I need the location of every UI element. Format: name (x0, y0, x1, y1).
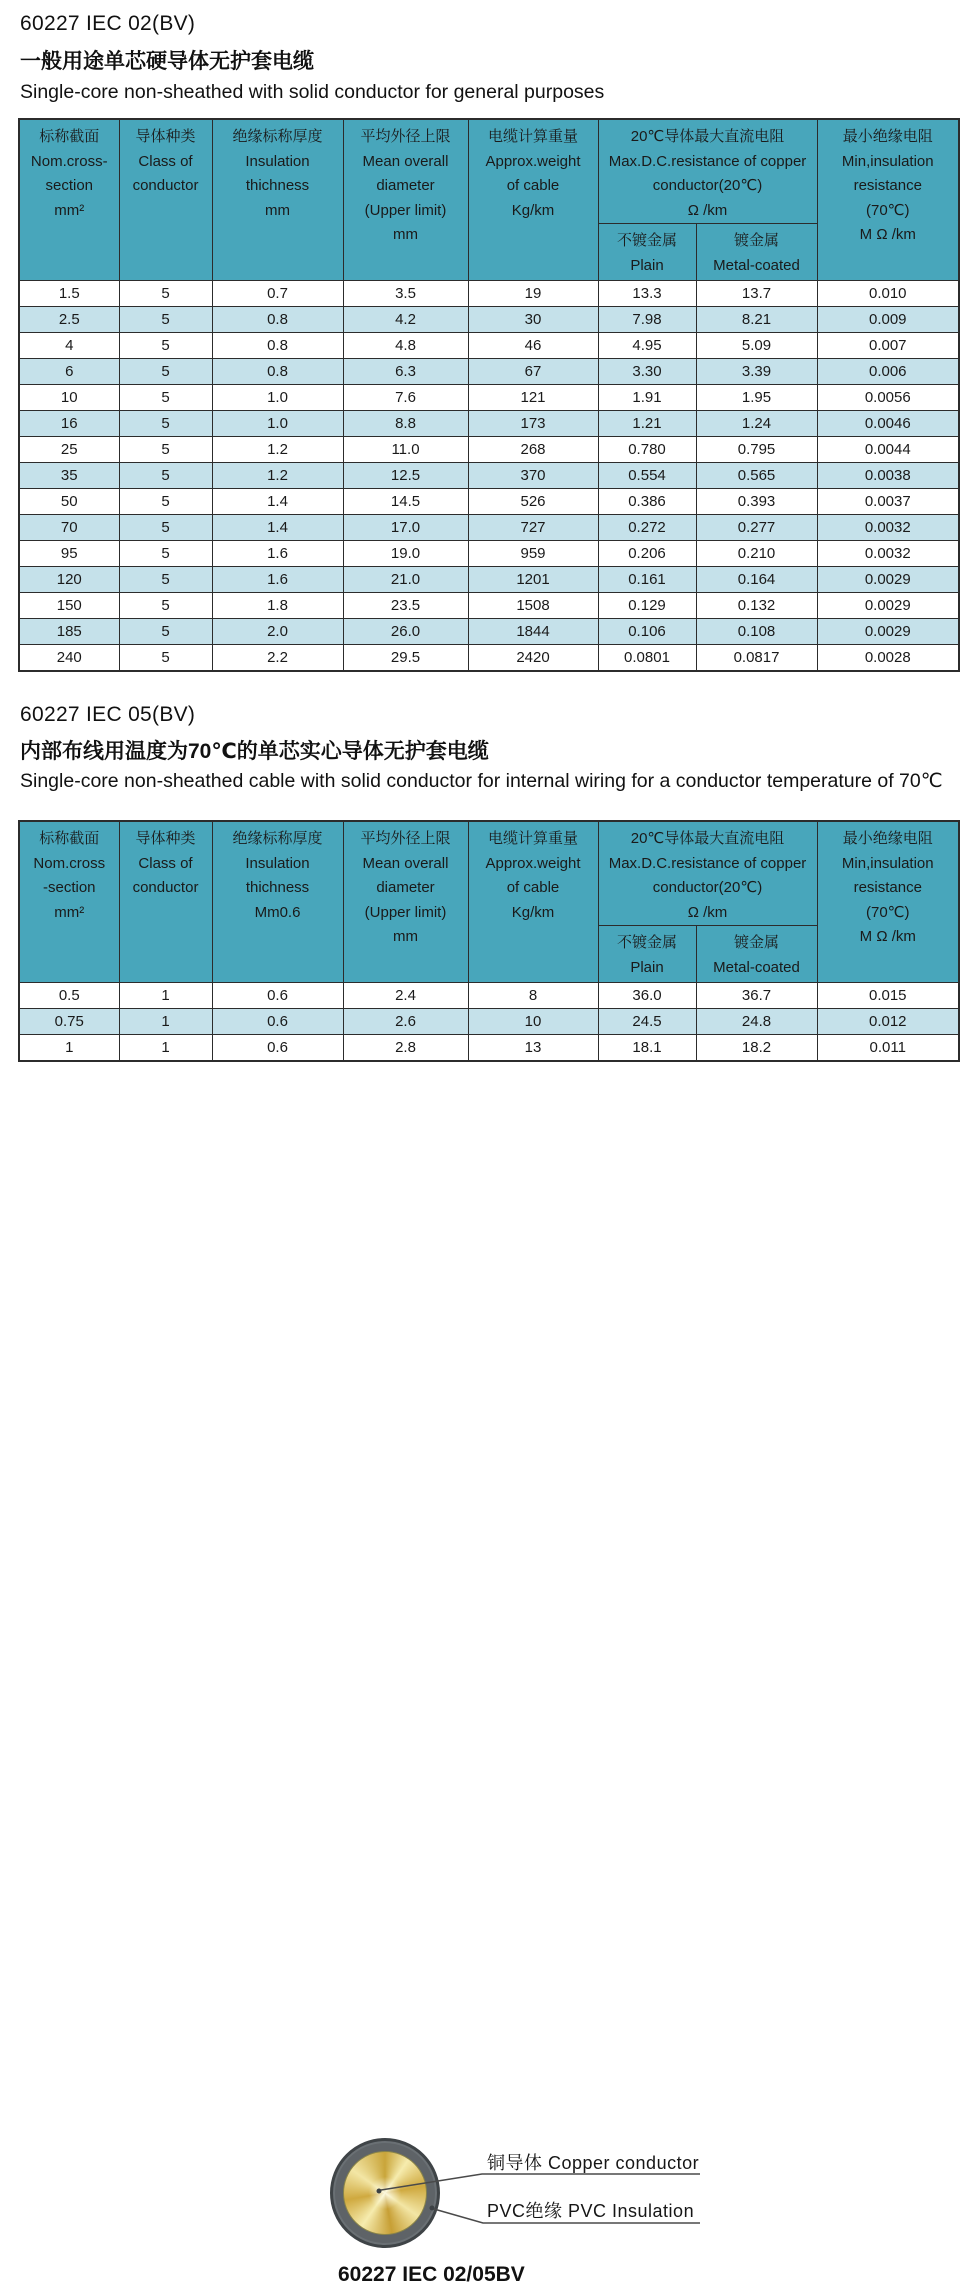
header-line: Mm0.6 (254, 903, 301, 921)
col-header-metal-coated (696, 224, 817, 281)
header-line: Class of (138, 152, 193, 170)
header-line: Nom.cross- (30, 152, 108, 170)
table-cell: 959 (468, 541, 598, 567)
header-line: Insulation (245, 152, 310, 170)
header-line: Ω /km (687, 903, 728, 921)
table-cell: 5 (119, 619, 212, 645)
table-cell: 5 (119, 541, 212, 567)
table-cell: 0.011 (817, 1035, 959, 1061)
col-header-approx-weight (468, 119, 598, 281)
table-cell: 1.95 (696, 385, 817, 411)
col-header-nominal-cross-section (19, 119, 119, 281)
table-row (19, 645, 959, 671)
table-cell: 13 (468, 1035, 598, 1061)
table-cell: 1.24 (696, 411, 817, 437)
table-cell: 0.0029 (817, 593, 959, 619)
table-cell: 0.780 (598, 437, 696, 463)
header-line: M Ω /km (859, 928, 916, 945)
table-row (19, 983, 959, 1009)
table-cell: 23.5 (343, 593, 468, 619)
table-cell: 1.4 (212, 515, 343, 541)
table-cell: 70 (19, 515, 119, 541)
header-line: (70℃) (866, 201, 910, 219)
table-cell: 5 (119, 463, 212, 489)
table-cell: 36.7 (696, 983, 817, 1009)
table-cell: 0.108 (696, 619, 817, 645)
table-cell: 0.0032 (817, 541, 959, 567)
table-row (19, 489, 959, 515)
table-cell: 1 (19, 1035, 119, 1061)
table-row (19, 1035, 959, 1061)
table-row (19, 541, 959, 567)
col-header-plain (598, 926, 696, 983)
spec-table-iec05-body (19, 983, 959, 1061)
header-line: 绝缘标称厚度 (232, 830, 323, 847)
table-cell: 5 (119, 411, 212, 437)
table-cell: 0.161 (598, 567, 696, 593)
table-cell: 0.8 (212, 307, 343, 333)
table-cell: 5 (119, 385, 212, 411)
section2-title-zh: 内部布线用温度为70℃的单芯实心导体无护套电缆 (20, 740, 489, 763)
table-cell: 0.0817 (696, 645, 817, 671)
col-header-mean-overall-diameter (343, 119, 468, 281)
table-cell: 1.6 (212, 541, 343, 567)
table-cell: 1.91 (598, 385, 696, 411)
header-line: 最小绝缘电阻 (842, 128, 933, 145)
header-line: 标称截面 (39, 128, 100, 145)
table-row (19, 593, 959, 619)
table-cell: 1 (119, 983, 212, 1009)
col-header-approx-weight (468, 821, 598, 983)
table-cell: 0.277 (696, 515, 817, 541)
table-cell: 0.393 (696, 489, 817, 515)
header-line: -section (42, 879, 96, 896)
table-cell: 7.98 (598, 307, 696, 333)
table-cell: 7.6 (343, 385, 468, 411)
table-cell: 36.0 (598, 983, 696, 1009)
table-row (19, 437, 959, 463)
table-cell: 26.0 (343, 619, 468, 645)
header-line: 20℃导体最大直流电阻 (630, 830, 785, 847)
table-cell: 0.6 (212, 1035, 343, 1061)
table-cell: 1.5 (19, 281, 119, 307)
table-cell: 120 (19, 567, 119, 593)
conductor-leader-line (381, 2174, 700, 2190)
table-cell: 370 (468, 463, 598, 489)
table-cell: 1.2 (212, 437, 343, 463)
table-cell: 5 (119, 593, 212, 619)
conductor-point-marker (377, 2189, 382, 2194)
table-cell: 2.5 (19, 307, 119, 333)
section1-code: 60227 IEC 02(BV) (20, 12, 196, 35)
header-line: 导体种类 (135, 128, 196, 145)
table-cell: 0.0056 (817, 385, 959, 411)
table-cell: 1.4 (212, 489, 343, 515)
header-line: mm (393, 928, 418, 945)
header-line: Approx.weight (485, 152, 581, 170)
header-line: diameter (376, 879, 435, 896)
header-line: of cable (506, 879, 560, 896)
section1-title-zh: 一般用途单芯硬导体无护套电缆 (20, 50, 314, 73)
table-cell: 2420 (468, 645, 598, 671)
table-row (19, 385, 959, 411)
table-cell: 0.0801 (598, 645, 696, 671)
table-row (19, 281, 959, 307)
header-line: 平均外径上限 (360, 830, 451, 847)
insulation-point-marker (430, 2206, 435, 2211)
table-cell: 0.386 (598, 489, 696, 515)
section2-title-en: Single-core non-sheathed cable with solid conductor for internal wiring for a conductor temperature of 70℃ (20, 770, 943, 792)
table-cell: 0.0046 (817, 411, 959, 437)
table-cell: 50 (19, 489, 119, 515)
table-row (19, 307, 959, 333)
table-cell: 2.6 (343, 1009, 468, 1035)
table-cell: 3.39 (696, 359, 817, 385)
table-cell: 8 (468, 983, 598, 1009)
table-cell: 11.0 (343, 437, 468, 463)
header-line: (70℃) (866, 903, 910, 921)
header-line: 最小绝缘电阻 (842, 830, 933, 847)
table-cell: 4 (19, 333, 119, 359)
table-cell: 0.75 (19, 1009, 119, 1035)
table-cell: 4.95 (598, 333, 696, 359)
table-cell: 268 (468, 437, 598, 463)
table-cell: 1201 (468, 567, 598, 593)
table-cell: 0.565 (696, 463, 817, 489)
col-header-nominal-cross-section (19, 821, 119, 983)
header-line: (Upper limit) (364, 903, 447, 921)
table-cell: 5 (119, 515, 212, 541)
cable-diagram (0, 1060, 976, 2286)
header-line: Nom.cross (33, 854, 106, 872)
table-cell: 2.8 (343, 1035, 468, 1061)
header-line: mm² (54, 201, 85, 219)
table-cell: 3.30 (598, 359, 696, 385)
table-cell: 21.0 (343, 567, 468, 593)
table-cell: 0.206 (598, 541, 696, 567)
table-cell: 5 (119, 307, 212, 333)
table-row (19, 411, 959, 437)
col-header-insulation-thickness (212, 119, 343, 281)
header-line: Min,insulation (841, 152, 934, 170)
table-row (19, 567, 959, 593)
header-line: (Upper limit) (364, 201, 447, 219)
table-cell: 0.8 (212, 333, 343, 359)
table-cell: 0.106 (598, 619, 696, 645)
table-cell: 0.5 (19, 983, 119, 1009)
table-cell: 46 (468, 333, 598, 359)
table-cell: 67 (468, 359, 598, 385)
table-cell: 1.6 (212, 567, 343, 593)
table-cell: 24.5 (598, 1009, 696, 1035)
table-row (19, 359, 959, 385)
table-cell: 0.015 (817, 983, 959, 1009)
table-cell: 6 (19, 359, 119, 385)
table-cell: 185 (19, 619, 119, 645)
table-cell: 0.8 (212, 359, 343, 385)
col-header-mean-overall-diameter (343, 821, 468, 983)
header-line: 标称截面 (39, 830, 100, 847)
header-line: thichness (245, 177, 310, 194)
table-cell: 14.5 (343, 489, 468, 515)
header-line: Max.D.C.resistance of copper (608, 854, 807, 872)
header-line: conductor (132, 177, 199, 194)
header-line: Approx.weight (485, 854, 581, 872)
header-line: Plain (630, 958, 664, 976)
header-line: Plain (630, 256, 664, 274)
table-cell: 17.0 (343, 515, 468, 541)
table-cell: 150 (19, 593, 119, 619)
table-cell: 8.21 (696, 307, 817, 333)
col-header-min-insulation-resistance (817, 821, 959, 983)
table-cell: 2.0 (212, 619, 343, 645)
table-cell: 0.272 (598, 515, 696, 541)
header-line: of cable (506, 177, 560, 194)
header-line: 不镀金属 (616, 232, 677, 249)
table-cell: 12.5 (343, 463, 468, 489)
header-line: thichness (245, 879, 310, 896)
table-cell: 10 (468, 1009, 598, 1035)
table-cell: 5 (119, 437, 212, 463)
table-cell: 173 (468, 411, 598, 437)
pvc-insulation-label: PVC绝缘 PVC Insulation (487, 2201, 695, 2221)
table-cell: 121 (468, 385, 598, 411)
table-cell: 19 (468, 281, 598, 307)
table-cell: 0.6 (212, 1009, 343, 1035)
col-header-insulation-thickness (212, 821, 343, 983)
header-line: mm² (54, 903, 85, 921)
table-cell: 24.8 (696, 1009, 817, 1035)
table-cell: 0.795 (696, 437, 817, 463)
table-cell: 13.3 (598, 281, 696, 307)
table-cell: 25 (19, 437, 119, 463)
header-line: M Ω /km (859, 226, 916, 243)
header-line: 导体种类 (135, 830, 196, 847)
header-line: resistance (853, 879, 922, 896)
header-line: mm (265, 201, 290, 219)
header-line: Kg/km (511, 903, 555, 921)
header-line: conductor(20℃) (652, 879, 763, 896)
table-cell: 1 (119, 1035, 212, 1061)
table-cell: 0.0029 (817, 567, 959, 593)
table-cell: 1.2 (212, 463, 343, 489)
copper-conductor-label: 铜导体 Copper conductor (487, 2153, 700, 2173)
table-cell: 18.1 (598, 1035, 696, 1061)
table-cell: 5 (119, 567, 212, 593)
table-cell: 5 (119, 333, 212, 359)
table-cell: 0.554 (598, 463, 696, 489)
table-cell: 0.0037 (817, 489, 959, 515)
table-cell: 0.132 (696, 593, 817, 619)
table-cell: 0.007 (817, 333, 959, 359)
table-cell: 1.0 (212, 411, 343, 437)
table-cell: 19.0 (343, 541, 468, 567)
table-cell: 526 (468, 489, 598, 515)
diagram-caption: 60227 IEC 02/05BV (338, 2263, 525, 2286)
header-line: 镀金属 (734, 934, 780, 951)
header-line: mm (393, 226, 418, 243)
header-line: Class of (138, 854, 193, 872)
header-line: 平均外径上限 (360, 128, 451, 145)
header-line: Mean overall (362, 854, 449, 872)
header-line: Max.D.C.resistance of copper (608, 152, 807, 170)
table-row (19, 1009, 959, 1035)
table-cell: 5.09 (696, 333, 817, 359)
table-cell: 6.3 (343, 359, 468, 385)
table-cell: 0.012 (817, 1009, 959, 1035)
spec-table-iec02 (18, 118, 960, 672)
header-line: conductor (132, 879, 199, 896)
table-cell: 5 (119, 489, 212, 515)
table-row (19, 333, 959, 359)
header-line: 镀金属 (734, 232, 780, 249)
col-header-min-insulation-resistance (817, 119, 959, 281)
header-line: 绝缘标称厚度 (232, 128, 323, 145)
table-cell: 1.8 (212, 593, 343, 619)
table-cell: 0.7 (212, 281, 343, 307)
table-cell: 5 (119, 281, 212, 307)
header-line: 电缆计算重量 (487, 128, 578, 145)
table-cell: 5 (119, 359, 212, 385)
table-cell: 0.0032 (817, 515, 959, 541)
table-cell: 2.2 (212, 645, 343, 671)
col-header-plain (598, 224, 696, 281)
header-line: 20℃导体最大直流电阻 (630, 128, 785, 145)
header-line: Metal-coated (713, 958, 800, 976)
table-cell: 18.2 (696, 1035, 817, 1061)
table-cell: 8.8 (343, 411, 468, 437)
spec-table-iec02-body (19, 281, 959, 671)
table-cell: 10 (19, 385, 119, 411)
table-cell: 29.5 (343, 645, 468, 671)
table-cell: 0.0044 (817, 437, 959, 463)
header-line: 不镀金属 (616, 934, 677, 951)
table-cell: 0.0028 (817, 645, 959, 671)
table-cell: 727 (468, 515, 598, 541)
section2-code: 60227 IEC 05(BV) (20, 703, 196, 726)
table-cell: 0.010 (817, 281, 959, 307)
table-cell: 0.0029 (817, 619, 959, 645)
table-cell: 1508 (468, 593, 598, 619)
table-cell: 240 (19, 645, 119, 671)
header-line: Min,insulation (841, 854, 934, 872)
table-row (19, 619, 959, 645)
header-line: 电缆计算重量 (487, 830, 578, 847)
table-cell: 1844 (468, 619, 598, 645)
table-cell: 1.21 (598, 411, 696, 437)
table-cell: 30 (468, 307, 598, 333)
header-line: Insulation (245, 854, 310, 872)
table-cell: 0.129 (598, 593, 696, 619)
table-cell: 0.0038 (817, 463, 959, 489)
table-cell: 4.8 (343, 333, 468, 359)
table-cell: 3.5 (343, 281, 468, 307)
header-line: Mean overall (362, 152, 449, 170)
table-cell: 0.006 (817, 359, 959, 385)
col-header-dc-resistance-group (598, 119, 817, 224)
header-line: section (45, 177, 94, 194)
header-line: conductor(20℃) (652, 177, 763, 194)
table-cell: 1.0 (212, 385, 343, 411)
table-cell: 0.009 (817, 307, 959, 333)
header-line: resistance (853, 177, 922, 194)
table-cell: 0.210 (696, 541, 817, 567)
table-cell: 13.7 (696, 281, 817, 307)
table-row (19, 463, 959, 489)
table-row (19, 515, 959, 541)
header-line: Kg/km (511, 201, 555, 219)
table-cell: 16 (19, 411, 119, 437)
section1-title-en: Single-core non-sheathed with solid conductor for general purposes (20, 81, 605, 103)
col-header-class-of-conductor (119, 119, 212, 281)
col-header-metal-coated (696, 926, 817, 983)
table-cell: 4.2 (343, 307, 468, 333)
col-header-dc-resistance-group (598, 821, 817, 926)
table-cell: 2.4 (343, 983, 468, 1009)
table-cell: 35 (19, 463, 119, 489)
table-cell: 95 (19, 541, 119, 567)
header-line: Ω /km (687, 201, 728, 219)
col-header-class-of-conductor (119, 821, 212, 983)
table-cell: 0.164 (696, 567, 817, 593)
header-line: diameter (376, 177, 435, 194)
header-line: Metal-coated (713, 256, 800, 274)
table-cell: 0.6 (212, 983, 343, 1009)
spec-table-iec05 (18, 820, 960, 1062)
table-cell: 5 (119, 645, 212, 671)
table-cell: 1 (119, 1009, 212, 1035)
